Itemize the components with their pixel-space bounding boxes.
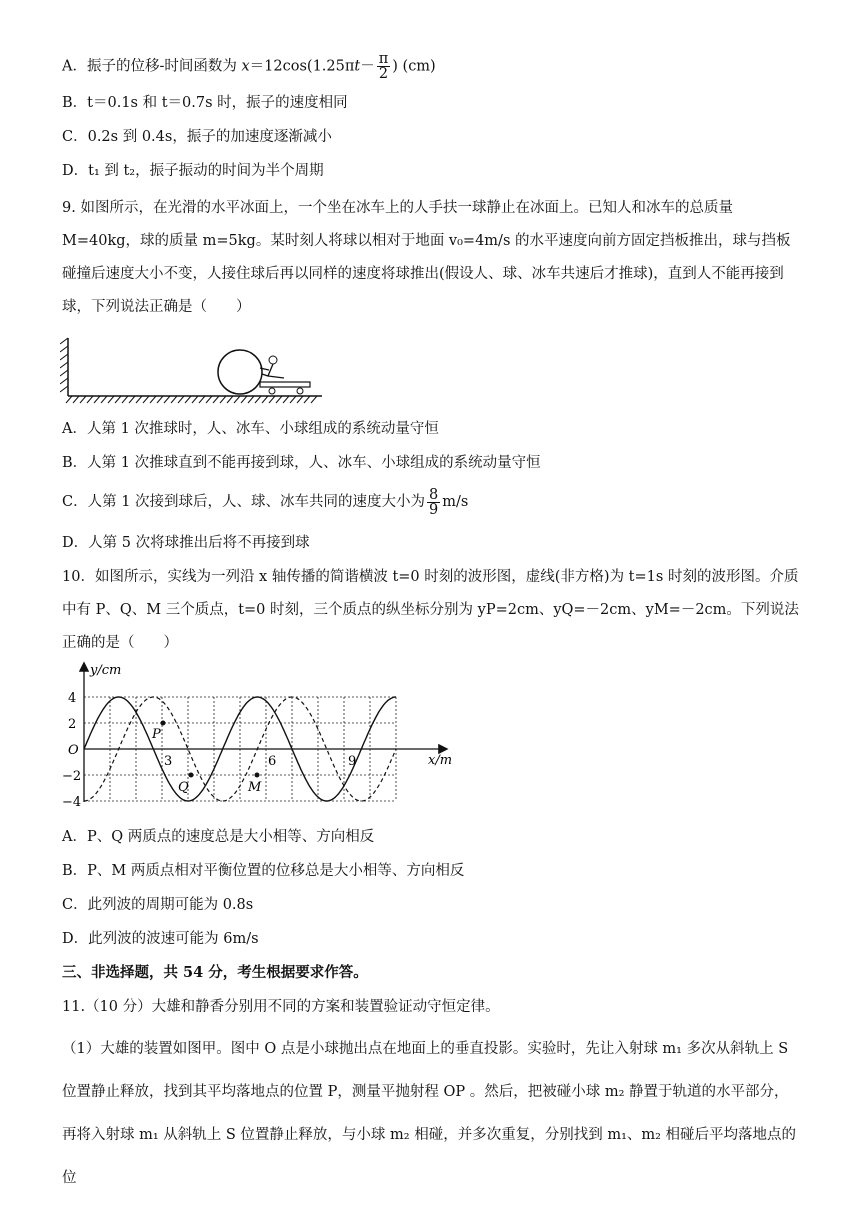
q8-option-d: D．t₁ 到 t₂，振子振动的时间为半个周期 (62, 163, 324, 179)
q8-option-b: B．t＝0.1s 和 t＝0.7s 时，振子的速度相同 (62, 95, 348, 111)
label-q: Q (178, 780, 189, 795)
label-p: P (152, 727, 161, 742)
q9-option-a: A．人第 1 次推球时，人、冰车、小球组成的系统动量守恒 (62, 421, 439, 437)
ytick-neg2: −2 (62, 769, 82, 784)
ytick-2: 2 (68, 717, 77, 732)
q10-option-c: C．此列波的周期可能为 0.8s (62, 897, 254, 913)
q9-figure (60, 334, 330, 410)
q11-part1: （1）大雄的装置如图甲。图中 O 点是小球抛出点在地面上的垂直投影。实验时，先让入射球 m₁ 多次从斜轨上 S 位置静止释放，找到其平均落地点的位置 P，测量平抛射程 OP 。然后，把被碰小球 m₂ 静置于轨道的水平部分，再将入射球 m₁ 从斜轨上 S 位置静止释放，与小球 m₂ 相碰，并多次重复，分别找到 m₁、m₂ 相碰后平均落地点的位 (62, 1041, 797, 1186)
q11-stem: 11.（10 分）大雄和静香分别用不同的方案和装置验证动守恒定律。 (62, 999, 500, 1015)
q10-option-b: B．P、M 两质点相对平衡位置的位移总是大小相等、方向相反 (62, 863, 465, 879)
point-m (255, 773, 260, 778)
q10-option-a: A．P、Q 两质点的速度总是大小相等、方向相反 (62, 829, 375, 845)
point-q (189, 773, 194, 778)
xtick-3: 3 (164, 754, 173, 769)
q8-option-a: A．振子的位移-时间函数为 x＝12cos(1.25πt－ $\frac{\pi}{2}$ ) (cm) (62, 51, 436, 82)
point-p (161, 721, 166, 726)
graph-xlabel: x/m (428, 753, 453, 768)
graph-ylabel: y/cm (90, 663, 122, 678)
q10-wave-graph (60, 658, 460, 808)
q9-option-c: C．人第 1 次接到球后，人、球、冰车共同的速度大小为 $\frac{8}{9}$ m/s (62, 486, 469, 518)
q9-option-d: D．人第 5 次将球推出后将不再接到球 (62, 535, 310, 551)
section-3-heading: 三、非选择题，共 54 分，考生根据要求作答。 (62, 964, 368, 981)
xtick-6: 6 (268, 754, 277, 769)
graph-origin: O (68, 743, 79, 758)
q9-stem: 9. 如图所示，在光滑的水平冰面上，一个坐在冰车上的人手扶一球静止在冰面上。已知人和冰车的总质量 M=40kg，球的质量 m=5kg。某时刻人将球以相对于地面 v₀=4m/s 的水平速度向前方固定挡板推出，球与挡板碰撞后速度大小不变，人接住球后再以同样的速度将球推出(假设人、球、冰车共速后才推球)，直到人不能再接到球，下列说法正确是（ ） (62, 200, 791, 315)
q9-option-b: B．人第 1 次推球直到不能再接到球，人、冰车、小球组成的系统动量守恒 (62, 455, 541, 471)
label-m: M (248, 780, 262, 795)
q8-option-c: C．0.2s 到 0.4s，振子的加速度逐渐减小 (62, 129, 332, 145)
q10-stem: 10．如图所示，实线为一列沿 x 轴传播的简谐横波 t=0 时刻的波形图，虚线(非方格)为 t=1s 时刻的波形图。介质中有 P、Q、M 三个质点，t=0 时刻，三个质点的纵坐标分别为 yP=2cm、yQ=－2cm、yM=－2cm。下列说法正确的是（ ） (62, 569, 799, 651)
xtick-9: 9 (348, 754, 357, 769)
ytick-4: 4 (68, 691, 77, 706)
ytick-neg4: −4 (62, 795, 82, 808)
q10-option-d: D．此列波的波速可能为 6m/s (62, 931, 259, 947)
